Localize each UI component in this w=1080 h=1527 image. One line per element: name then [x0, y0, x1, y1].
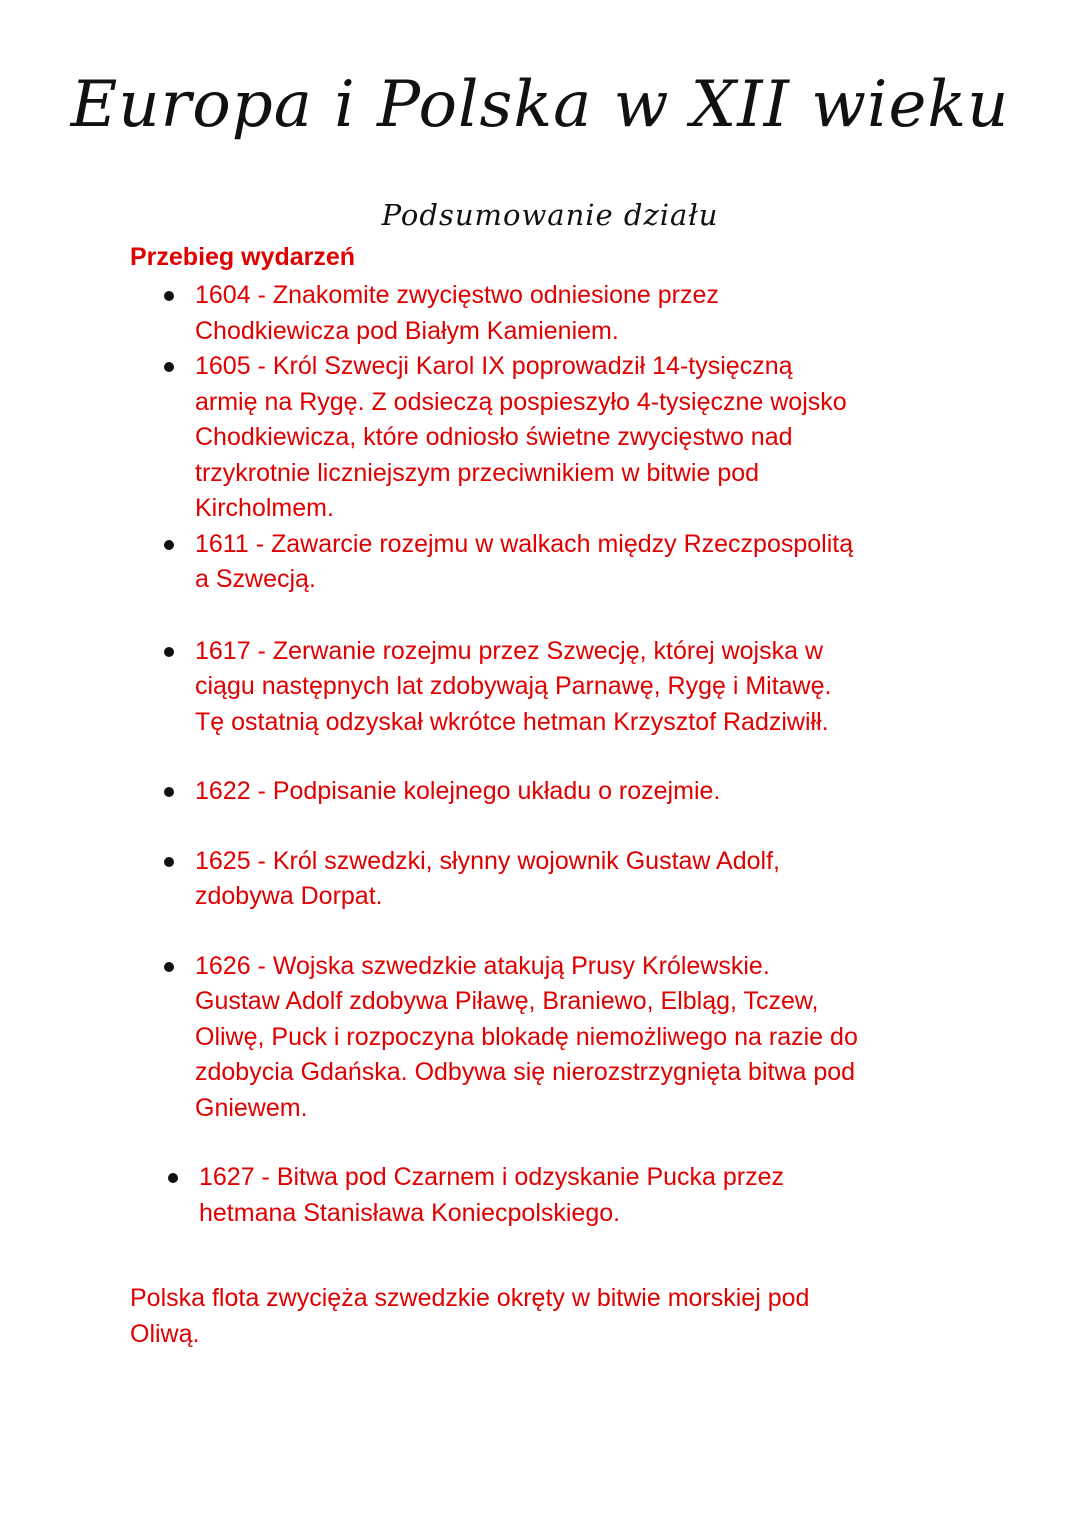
- closing-note: Polska flota zwycięża szwedzkie okręty w bitwie morskiej pod Oliwą.: [130, 1284, 810, 1348]
- bullet-icon: [164, 857, 174, 867]
- event-item-1627: [164, 1160, 860, 1231]
- bullet-icon: [164, 362, 174, 372]
- event-text: 1626 - Wojska szwedzkie atakują Prusy Królewskie. Gustaw Adolf zdobywa Piławę, Braniewo, Elbląg, Tczew, Oliwę, Puck i rozpoczyna blokadę niemożliwego na razie do zdobycia Gdańska. Odbywa się nierozstrzygnięta bitwa pod Gniewem.: [195, 951, 858, 1122]
- bullet-icon: [164, 540, 174, 550]
- event-text: 1622 - Podpisanie kolejnego układu o rozejmie.: [195, 777, 721, 805]
- event-text: 1604 - Znakomite zwycięstwo odniesione przez Chodkiewicza pod Białym Kamieniem.: [195, 281, 719, 345]
- event-item-1622: [160, 774, 860, 810]
- bullet-icon: [168, 1173, 178, 1183]
- event-item-1625: [160, 844, 860, 915]
- event-item-1626: [160, 949, 860, 1127]
- event-item-1604: [160, 278, 860, 349]
- bullet-icon: [164, 647, 174, 657]
- page-subtitle: Podsumowanie działu: [381, 198, 719, 232]
- event-text: 1625 - Król szwedzki, słynny wojownik Gustaw Adolf, zdobywa Dorpat.: [195, 846, 780, 910]
- event-text: 1605 - Król Szwecji Karol IX poprowadził 14-tysięczną armię na Rygę. Z odsieczą pospieszyło 4-tysięczne wojsko Chodkiewicza, które odniosło świetne zwycięstwo nad trzykrotnie liczniejszym przeciwnikiem w bitwie pod Kircholmem.: [195, 352, 847, 522]
- event-text: 1627 - Bitwa pod Czarnem i odzyskanie Pucka przez hetmana Stanisława Koniecpolskiego.: [199, 1163, 785, 1227]
- bullet-icon: [164, 787, 174, 797]
- event-text: 1611 - Zawarcie rozejmu w walkach między Rzeczpospolitą a Szwecją.: [195, 529, 854, 593]
- section-heading: Przebieg wydarzeń: [130, 243, 356, 271]
- event-item-1617: [160, 634, 860, 741]
- bullet-icon: [164, 291, 174, 301]
- event-item-1605: [160, 349, 860, 527]
- page-title: Europa i Polska w XII wieku: [70, 68, 1010, 142]
- event-list: [160, 278, 860, 1231]
- event-text: 1617 - Zerwanie rozejmu przez Szwecję, której wojska w ciągu następnych lat zdobywają Parnawę, Rygę i Mitawę. Tę ostatnią odzyskał wkrótce hetman Krzysztof Radziwiłł.: [195, 636, 832, 736]
- bullet-icon: [164, 962, 174, 972]
- event-item-1611: [160, 527, 860, 598]
